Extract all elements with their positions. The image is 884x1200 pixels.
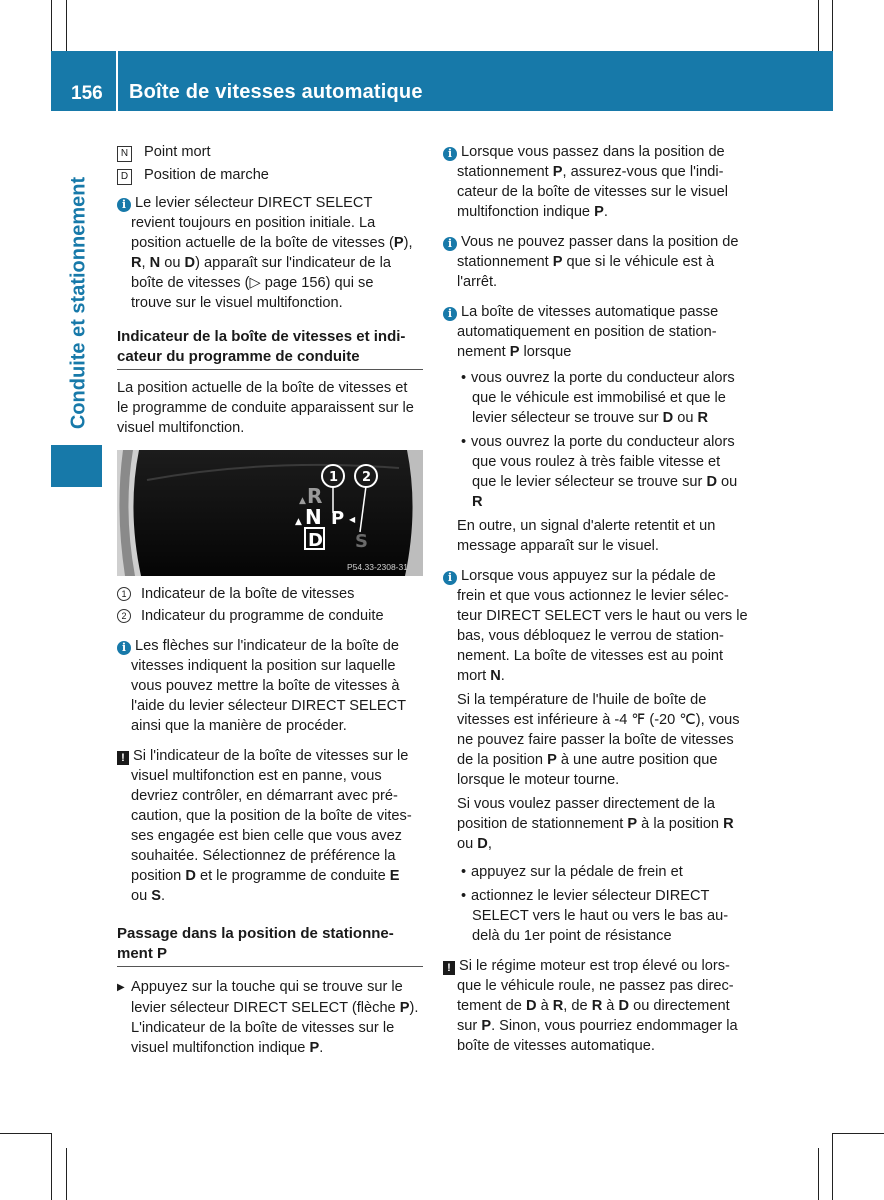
list-item: • actionnez le levier sélecteur DIRECT SELECT vers le haut ou vers le bas au- delà du 1er point de résistance bbox=[443, 886, 748, 946]
warning-icon: ! bbox=[117, 751, 129, 765]
info-note-park-check: i Lorsque vous passez dans la position de stationnement P, assurez-vous que l'indi- cateur de la boîte de vitesses sur le visuel multifonction indique P. bbox=[443, 142, 748, 222]
info-note-unlock: i Lorsque vous appuyez sur la pédale de frein et que vous actionnez le levier sélec- teur DIRECT SELECT vers le haut ou vers le bas, vous débloquez le verrou de station- nement. La boîte de vitesses est au point mort N. Si la température de l'huile de boîte de vitesses est inférieure à -4 ℉ (-20 ℃), vous ne pouvez faire passer la boîte de vitesses de la position P à une autre position que lorsque le moteur tourne. Si vous voulez passer directement de la position de stationnement P à la position R ou D, • appuyez sur la pédale de frein et • actionnez le levier sélecteur DIRECT SELECT vers le haut ou vers le bas au- delà du 1er point de résistance bbox=[443, 566, 748, 946]
crop-mark bbox=[51, 1133, 52, 1200]
list-item: • appuyez sur la pédale de frein et bbox=[443, 862, 748, 882]
page-number: 156 bbox=[71, 83, 103, 104]
info-icon: i bbox=[117, 641, 131, 655]
step-arrow-icon: ▶ bbox=[117, 982, 125, 993]
crop-mark bbox=[818, 1148, 819, 1200]
bullet-icon: • bbox=[461, 888, 467, 904]
gear-r-arrow-icon: ▲ bbox=[299, 496, 306, 506]
info-note-arrows: i Les flèches sur l'indicateur de la boîte de vitesses indiquent la position sur laquelle vous pouvez mettre la boîte de vitesses à l'aide du levier sélecteur DIRECT SELECT ainsi que la manière de procéder. bbox=[117, 636, 423, 736]
warning-note-engine-speed: ! Si le régime moteur est trop élevé ou lors- que le véhicule roule, ne passez pas direc- tement de D à R, de R à D ou directement sur P. Sinon, vous pourriez endommager la boîte de vitesses automatique. bbox=[443, 956, 748, 1056]
info-note-direct-select: i Le levier sélecteur DIRECT SELECT revient toujours en position initiale. La position actuelle de la boîte de vitesses (P), R, N ou D) apparaît sur l'indicateur de la boîte de vitesses (▷ page 156) qui se trouve sur le visuel multifonction. bbox=[117, 193, 423, 313]
bullet-icon: • bbox=[461, 864, 467, 880]
instruction-step: ▶ Appuyez sur la touche qui se trouve sur le levier sélecteur DIRECT SELECT (flèche P). L'indicateur de la boîte de vitesses sur le visuel multifonction indique P. bbox=[117, 979, 419, 1056]
cluster-illustration bbox=[117, 450, 423, 576]
legend-number: 1 bbox=[117, 587, 131, 601]
gear-d-label: D bbox=[308, 530, 323, 551]
gear-n-label: N bbox=[305, 505, 322, 529]
legend-item: 2 Indicateur du programme de conduite bbox=[117, 606, 423, 626]
legend-item: 1 Indicateur de la boîte de vitesses bbox=[117, 584, 423, 604]
warning-icon: ! bbox=[443, 961, 455, 975]
gear-n-symbol: N bbox=[117, 146, 132, 162]
info-note-park-stopped: i Vous ne pouvez passer dans la position de stationnement P que si le véhicule est à l'arrêt. bbox=[443, 232, 748, 292]
crop-mark bbox=[66, 0, 67, 51]
info-icon: i bbox=[117, 198, 131, 212]
gear-n-arrow-icon: ▲ bbox=[295, 517, 302, 527]
info-icon: i bbox=[443, 571, 457, 585]
section-heading-park: Passage dans la position de stationne- ment P bbox=[117, 924, 423, 967]
info-note-auto-park: i La boîte de vitesses automatique passe automatiquement en position de station- nement P lorsque • vous ouvrez la porte du conducteur alors que le véhicule est immobilisé et que le levier sélecteur se trouve sur D ou R • vous ouvrez la porte du conducteur alors que vous roulez à très faible vitesse et que le levier sélecteur se trouve sur D ou R En outre, un signal d'alerte retentit et un message apparaît sur le visuel. bbox=[443, 302, 748, 556]
chapter-tab-label: Conduite et stationnement bbox=[67, 176, 90, 430]
crop-mark bbox=[66, 1148, 67, 1200]
crop-mark bbox=[0, 1133, 51, 1134]
position-d-row bbox=[117, 165, 423, 185]
warning-note-indicator-failure: ! Si l'indicateur de la boîte de vitesses sur le visuel multifonction est en panne, vous devriez contrôler, en démarrant avec pré- caution, que la position de la boîte de vites- ses engagée est bien celle que vous avez souhaitée. Sélectionnez de préférence la position D et le programme de conduite E ou S. bbox=[117, 746, 423, 906]
crop-mark bbox=[832, 1133, 833, 1200]
chapter-tab-marker bbox=[51, 445, 102, 487]
gear-d-symbol: D bbox=[117, 169, 132, 185]
gear-p-arrow-icon: ◀ bbox=[349, 515, 356, 524]
callout-number-2: 2 bbox=[362, 470, 372, 485]
page-reference-link[interactable]: page 156) qui se bbox=[260, 275, 374, 291]
callout-number-1: 1 bbox=[329, 470, 339, 485]
cross-reference-arrow-icon: ▷ bbox=[249, 275, 261, 291]
info-icon: i bbox=[443, 307, 457, 321]
crop-mark bbox=[51, 0, 52, 51]
bullet-icon: • bbox=[461, 434, 467, 450]
instrument-cluster-figure bbox=[117, 450, 423, 576]
position-n-label: Point mort bbox=[144, 144, 211, 160]
list-item: • vous ouvrez la porte du conducteur alors que vous roulez à très faible vitesse et que le levier sélecteur se trouve sur D ou R bbox=[443, 432, 748, 512]
page-title: Boîte de vitesses automatique bbox=[129, 81, 423, 103]
drive-program-s-label: S bbox=[355, 531, 368, 552]
position-n-row bbox=[117, 142, 423, 162]
list-item: • vous ouvrez la porte du conducteur alors que le véhicule est immobilisé et que le levier sélecteur se trouve sur D ou R bbox=[443, 368, 748, 428]
gear-r-label: R bbox=[307, 484, 323, 508]
section-heading-indicator: Indicateur de la boîte de vitesses et indi- cateur du programme de conduite bbox=[117, 327, 423, 370]
left-column bbox=[117, 142, 423, 1058]
crop-mark bbox=[833, 1133, 884, 1134]
header-separator bbox=[116, 51, 118, 111]
right-column bbox=[443, 142, 748, 1056]
gear-p-label: P bbox=[331, 508, 345, 529]
info-icon: i bbox=[443, 147, 457, 161]
position-d-label: Position de marche bbox=[144, 167, 269, 183]
legend-number: 2 bbox=[117, 609, 131, 623]
bullet-icon: • bbox=[461, 370, 467, 386]
figure-code: P54.33-2308-31 bbox=[347, 562, 408, 572]
info-icon: i bbox=[443, 237, 457, 251]
crop-mark bbox=[818, 0, 819, 51]
paragraph-indicator-intro: La position actuelle de la boîte de vitesses et le programme de conduite apparaissent sur le visuel multifonction. bbox=[117, 380, 414, 436]
crop-mark bbox=[832, 0, 833, 51]
